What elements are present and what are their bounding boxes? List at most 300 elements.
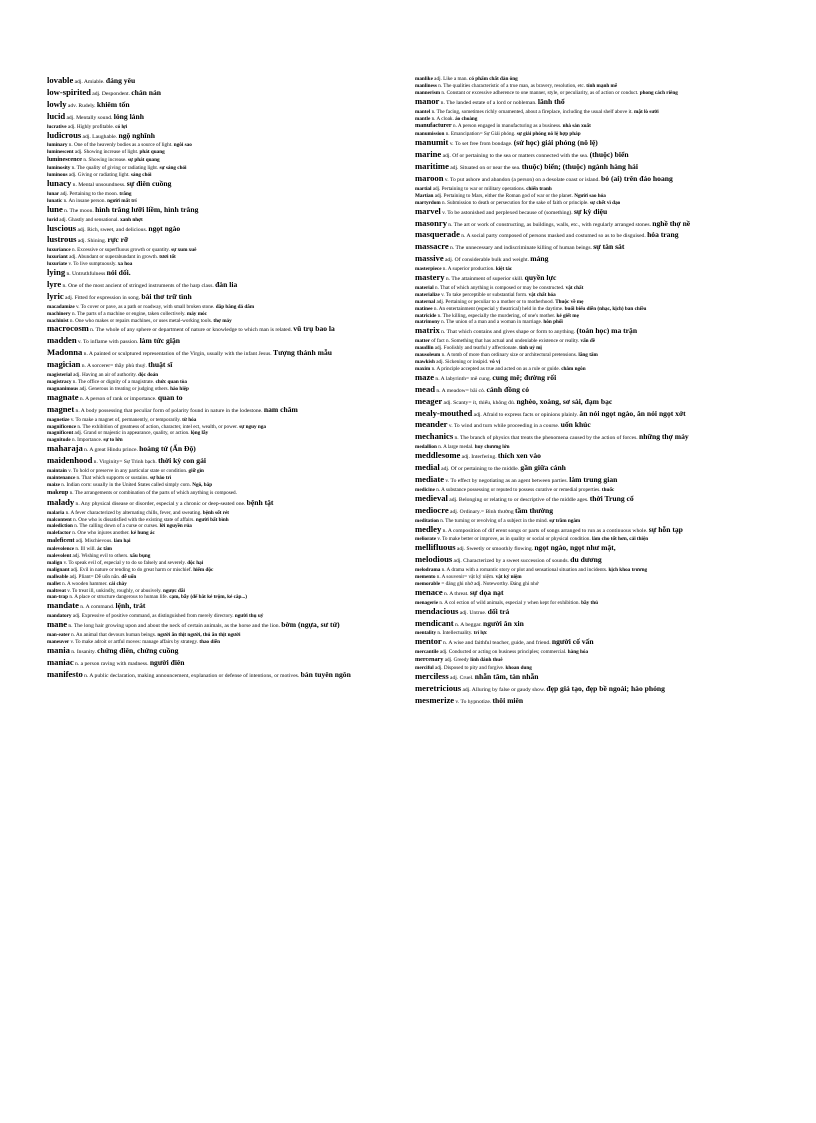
dictionary-entry — [47, 594, 392, 601]
definition: adj. Pertaining or peculiar to a mother or to motherhood. — [436, 298, 554, 305]
headword: Madonna — [47, 347, 83, 358]
headword: magnate — [47, 391, 79, 402]
translation: thuộc) biển; (thuộc) ngành hàng hải — [521, 162, 638, 172]
headword: magistracy — [47, 379, 72, 385]
dictionary-entry — [47, 224, 392, 236]
dictionary-entry — [47, 523, 392, 530]
translation: mặt lò sưởi — [634, 108, 659, 115]
translation: chiến tranh — [526, 185, 552, 192]
dictionary-entry — [415, 83, 785, 90]
definition: n. A composition of dif erent songs or parts of songs arranged to run as a continuous whole. — [442, 527, 648, 534]
dictionary-entry — [415, 299, 785, 306]
translation: Ngô, bắp — [192, 481, 213, 488]
translation: lời nguyền rủa — [159, 523, 192, 530]
headword: low-spirited — [47, 86, 91, 97]
definition: n. A sorcerer= thầy phù thuỷ. — [81, 363, 147, 370]
headword: maritime — [415, 161, 449, 172]
definition: adj. Abundant or superabundant in growth. — [69, 254, 158, 261]
translation: hình trăng lưỡi liềm, hình trăng — [95, 204, 199, 214]
translation: hàng hóa — [567, 649, 589, 656]
dictionary-entry — [47, 205, 392, 217]
translation: sự tàn sát — [593, 242, 625, 252]
translation: thuốc — [601, 486, 615, 493]
headword: memorable — [415, 580, 441, 587]
headword: mawkish — [415, 359, 435, 365]
headword: ludicrous — [47, 129, 82, 140]
translation: vật kỷ niệm — [495, 574, 522, 581]
definition: n. An insane person. — [63, 197, 106, 204]
headword: luxuriate — [47, 261, 68, 268]
definition: n. a person raving with madness. — [75, 660, 149, 667]
definition: adj. Highly profitable. — [67, 123, 114, 130]
dictionary-entry — [47, 360, 392, 372]
headword: manlike — [415, 76, 433, 82]
dictionary-entry — [47, 646, 392, 658]
headword: medicine — [415, 486, 435, 493]
definition: v. To wind and turn while proceeding in a course. — [448, 423, 560, 430]
translation: sự nguy nga — [239, 423, 266, 430]
headword: maintain — [47, 468, 67, 475]
translation: bài thơ trữ tình — [141, 291, 192, 301]
translation: người thụ uỷ — [234, 613, 264, 620]
headword: malignant — [47, 566, 70, 573]
dictionary-entry — [47, 393, 392, 405]
headword: luscious — [47, 222, 77, 233]
dictionary-entry — [47, 468, 392, 475]
dictionary-entry — [415, 385, 785, 397]
headword: meditation — [415, 517, 439, 524]
definition: adj. Grand or majestic in appearance, quality, or action. — [74, 430, 190, 437]
translation: nhẫn tâm, tàn nhẫn — [474, 672, 539, 681]
headword: macadamize — [47, 303, 75, 310]
dictionary-entry — [47, 498, 392, 510]
definition: adj. Mischievous. — [75, 538, 113, 545]
definition: adj. Pliant= Dễ uốn nắn. — [69, 573, 121, 580]
translation: thuật sĩ — [148, 360, 173, 370]
headword: manliness — [415, 82, 437, 89]
headword: masquerade — [415, 229, 460, 240]
dictionary-entry — [47, 88, 392, 100]
headword: malleable — [47, 573, 69, 580]
dictionary-entry — [47, 149, 392, 156]
dictionary-entry — [415, 696, 785, 708]
definition: adj. Disposed to pity and forgive. — [434, 665, 505, 672]
definition: adj. Characterized by a sweet succession of sounds. — [453, 558, 569, 565]
translation: nghèo, xoàng, sơ sài, đạm bạc — [516, 396, 613, 406]
headword: matricide — [415, 312, 437, 319]
definition: adj. Sickening or insipid. — [436, 359, 489, 365]
headword: manumission — [415, 131, 445, 138]
translation: sự dọa nạt — [469, 587, 504, 597]
headword: madden — [47, 335, 77, 346]
headword: lustrous — [47, 234, 77, 245]
headword: mantle — [415, 115, 431, 122]
definition: n. A person of rank or importance. — [79, 395, 157, 402]
dictionary-entry — [47, 76, 392, 88]
translation: làm trung gian — [569, 474, 618, 484]
headword: lurid — [47, 216, 58, 223]
dictionary-entry — [47, 405, 392, 417]
dictionary-entry — [415, 656, 785, 665]
definition: v. To treat ill, unkindly, roughly, or abusively. — [67, 587, 162, 594]
dictionary-entry — [47, 574, 392, 581]
dictionary-entry — [415, 116, 785, 123]
translation: hào hiệp — [170, 385, 189, 392]
dictionary-entry — [415, 637, 785, 649]
definition: adj. Giving or radiating light. — [68, 172, 130, 179]
translation: gần giữa cánh — [520, 463, 566, 473]
dictionary-entry — [415, 567, 785, 574]
dictionary-entry — [47, 437, 392, 444]
translation: thôi miên — [492, 695, 524, 705]
definition: n. The art or work of constructing, as buildings, walls, etc., with regularly arranged stones. — [448, 221, 651, 228]
headword: matrix — [415, 325, 440, 336]
headword: makeup — [47, 488, 69, 496]
headword: mentor — [415, 636, 442, 647]
dictionary-entry — [47, 456, 392, 468]
dictionary-entry — [47, 172, 392, 179]
definition: n. The landed estate of a lord or nobleman. — [440, 99, 537, 106]
translation: lãnh thổ — [537, 96, 565, 106]
dictionary-entry — [47, 567, 392, 574]
definition: n. A cloak. — [431, 115, 454, 122]
definition: n. A labyrinth= mê cung. — [435, 375, 492, 382]
dictionary-entry — [415, 150, 785, 162]
definition: n. The moon. — [64, 207, 94, 214]
definition: v. To hold or preserve in any particular state or condition. — [68, 468, 188, 475]
definition: adj. Ghastly and sensational. — [59, 216, 119, 223]
translation: độc đoán — [138, 372, 159, 379]
definition: adj. Pertaining to war or military operations. — [432, 185, 525, 192]
dictionary-entry — [415, 292, 785, 299]
translation: cung mê; đường rối — [492, 372, 557, 382]
definition: adj. Expressive of positive command, as distinguished from merely directory. — [72, 613, 234, 620]
dictionary-entry — [415, 649, 785, 656]
definition: v. To make a magnet of, permanently, or temporarily. — [70, 416, 181, 423]
definition: adj. Alluring by false or gaudy show. — [462, 686, 546, 693]
definition: adj. Scanty= ít, thiếu, không đủ. — [443, 399, 516, 406]
translation: ác tâm — [97, 546, 112, 553]
headword: mastery — [415, 272, 445, 283]
definition: n. A substance possessing or reputed to possess curative or remedial properties. — [436, 486, 601, 493]
translation: vật chất — [565, 284, 584, 291]
definition: n. Ill will. — [75, 546, 96, 553]
headword: magisterial — [47, 372, 72, 379]
definition: adj. Like a man. — [434, 76, 468, 82]
headword: malefactor — [47, 530, 71, 537]
headword: medallion — [415, 444, 437, 451]
dictionary-entry — [47, 235, 392, 247]
dictionary-entry — [47, 658, 392, 670]
translation: kẻ giết mẹ — [556, 312, 579, 319]
translation: quan to — [157, 392, 183, 402]
definition: n. A superior production. — [442, 266, 495, 273]
translation: cạm, bẫy (để bắt kẻ trộm, kẻ cắp...) — [169, 594, 247, 601]
headword: malcontent — [47, 516, 72, 523]
dictionary-entry — [415, 138, 785, 150]
dictionary-entry — [47, 254, 392, 261]
translation: làm tức giận — [139, 336, 180, 346]
translation: nói dối. — [106, 268, 131, 278]
dictionary-entry — [47, 581, 392, 588]
translation: (toán học) ma trận — [576, 326, 638, 336]
dictionary-entry — [47, 318, 392, 325]
translation: trí lực — [473, 630, 488, 637]
headword: maintenance — [47, 474, 76, 481]
headword: luminary — [47, 142, 68, 149]
definition: n. A tomb of more than ordinary size or architectural pretensions. — [441, 352, 578, 359]
definition: n. Virginity= Sự Trinh bạch. — [93, 459, 157, 466]
definition: n. The union of a man and a woman in marriage. — [441, 319, 543, 326]
definition: n. Untruthfulness — [66, 271, 106, 278]
definition: n. That which supports or sustains. — [76, 474, 149, 481]
translation: những thợ máy — [638, 432, 689, 442]
dictionary-entry — [47, 179, 392, 191]
definition: adj. Of or pertaining to the sea or matters connected with the sea. — [442, 153, 589, 160]
dictionary-entry — [415, 193, 785, 200]
definition: adj. Of considerable bulk and weight. — [444, 257, 529, 264]
definition: n. A wise and faithful teacher, guide, and friend. — [443, 640, 551, 647]
translation: người cố vấn — [551, 637, 594, 647]
dictionary-entry — [47, 124, 392, 131]
translation: rực rỡ — [107, 235, 129, 245]
headword: magnificence — [47, 423, 77, 430]
definition: adj. Generous in treating or judging others. — [79, 385, 169, 392]
definition: n. A command. — [80, 604, 115, 611]
definition: n. The arrangements or combination of the parts of which anything is composed. — [69, 489, 237, 496]
translation: ngọt ngào — [148, 223, 181, 233]
headword: machinery — [47, 310, 71, 317]
definition: n. Mental unsoundness. — [72, 181, 126, 188]
dictionary-entry — [47, 417, 392, 424]
dictionary-entry — [415, 494, 785, 506]
headword: massacre — [415, 241, 449, 252]
dictionary-entry — [415, 432, 785, 444]
definition: n. That which contains and gives shape or form to anything. — [441, 329, 576, 336]
left-column — [47, 76, 392, 682]
definition: v. To hypnotize. — [455, 698, 492, 705]
dictionary-entry — [47, 324, 392, 336]
dictionary-entry — [47, 560, 392, 567]
translation: tình uỷ mị — [519, 345, 542, 352]
dictionary-entry — [415, 487, 785, 494]
definition: v. To inflame with passion. — [77, 339, 139, 346]
translation: chán nản — [131, 87, 162, 97]
definition: n. The killing, especially the murdering, of one's mother. — [437, 312, 556, 319]
definition: n. The calling down of a curse or curses. — [74, 523, 159, 530]
translation: có lợi — [115, 123, 128, 130]
definition: v. To cover or pave, as a path or roadway, with small broken stone. — [75, 303, 215, 310]
translation: sự chết vì đạo — [589, 199, 621, 206]
translation: người ăn xin — [483, 618, 524, 628]
definition: adj. Untrue. — [459, 609, 487, 616]
dictionary-entry — [47, 100, 392, 112]
headword: maize — [47, 481, 60, 488]
definition: n. Submission to death or persecution for the sake of faith or principle. — [441, 199, 589, 206]
headword: macrocosm — [47, 323, 89, 334]
dictionary-entry — [415, 600, 785, 607]
definition: adj. Having an air of authority. — [73, 372, 137, 379]
definition: adj. Situated on or near the sea. — [450, 165, 521, 172]
headword: matinee — [415, 305, 433, 312]
headword: lunacy — [47, 177, 72, 188]
headword: mallet — [47, 580, 61, 587]
dictionary-entry — [47, 198, 392, 205]
headword: malevolence — [47, 546, 75, 553]
headword: mediocre — [415, 504, 449, 515]
definition: n. The branch of physics that treats the phenomena caused by the action of forces. — [454, 435, 638, 442]
headword: magnanimous — [47, 385, 79, 392]
definition: n. A meadow= bãi cỏ. — [436, 387, 486, 394]
dictionary-entry — [415, 665, 785, 672]
definition: n. Indian corn: usually in the United States called simply corn. — [61, 481, 191, 488]
definition: n. An animal that devours human beings. — [71, 632, 157, 639]
dictionary-entry — [47, 372, 392, 379]
headword: mesmerize — [415, 694, 455, 705]
translation: đàn lia — [215, 279, 238, 289]
translation: tính mạnh mẽ — [586, 82, 618, 89]
definition: n. Intellectuality. — [437, 630, 473, 637]
headword: luminous — [47, 172, 68, 179]
dictionary-entry — [415, 581, 785, 588]
translation: dối trá — [487, 606, 510, 616]
headword: luminescence — [47, 156, 83, 164]
headword: lyric — [47, 290, 64, 301]
definition: n. One of the heavenly bodies as a source of light. — [68, 142, 173, 149]
dictionary-entry — [415, 306, 785, 313]
dictionary-entry — [415, 109, 785, 116]
dictionary-entry — [415, 451, 785, 463]
headword: malevolent — [47, 553, 72, 560]
definition: v. To speak evil of, especial y to do so falsely and severely. — [63, 559, 186, 566]
dictionary-entry — [415, 672, 785, 684]
dictionary-entry — [415, 174, 785, 186]
headword: man-eater — [47, 632, 70, 639]
translation: sự to lớn — [103, 437, 123, 444]
translation: khoan dung — [505, 665, 532, 672]
translation: bản tuyên ngôn — [300, 669, 351, 679]
headword: lying — [47, 267, 66, 278]
dictionary-entry — [47, 156, 392, 165]
translation: thời kỳ con gái — [158, 456, 207, 466]
translation: mảng — [530, 254, 549, 264]
definition: n. A wooden hammer. — [62, 580, 108, 587]
headword: mantel — [415, 108, 431, 115]
headword: magnitude — [47, 437, 71, 444]
translation: giữ gìn — [188, 468, 204, 475]
dictionary-entry — [47, 386, 392, 393]
translation: ngộ nghĩnh — [118, 130, 155, 140]
dictionary-entry — [47, 482, 392, 489]
definition: n. One who makes or repairs machines, or uses metal-working tools. — [69, 317, 213, 324]
definition: n. The office or dignity of a magistrate. — [72, 379, 155, 385]
headword: magician — [47, 359, 81, 370]
definition: n. A person engaged in manufacturing as a business. — [452, 123, 562, 130]
definition: adj. Conducted or acting on business principles; commercial. — [439, 649, 567, 656]
definition: adj. Of or pertaining to the middle. — [441, 466, 520, 473]
translation: ngọt ngào, ngọt như mật, — [534, 543, 616, 553]
translation: vũ trụ bao la — [293, 324, 335, 334]
dictionary-entry — [415, 90, 785, 97]
translation: sự kỳ diệu — [573, 206, 608, 216]
definition: v. To set free from bondage. — [449, 141, 513, 148]
dictionary-entry — [415, 219, 785, 231]
definition: adj. Fitted for expression in song. — [65, 294, 141, 301]
definition: adj. Cruel. — [450, 675, 474, 681]
headword: matter — [415, 338, 430, 345]
dictionary-entry — [47, 292, 392, 304]
dictionary-entry — [47, 546, 392, 553]
translation: đẹp giả tạo, đẹp bề ngoài; hào phóng — [546, 683, 665, 693]
headword: lunatic — [47, 197, 63, 204]
headword: magnetize — [47, 416, 70, 423]
dictionary-entry — [415, 230, 785, 242]
definition: adj. Despondent. — [92, 90, 130, 97]
definition: adj. Greedy — [444, 657, 469, 664]
headword: mania — [47, 644, 70, 655]
translation: chức quan tòa — [155, 379, 187, 385]
translation: xanh nhợt — [120, 216, 143, 223]
definition: n. A place or structure dangerous to human life. — [69, 594, 168, 601]
headword: mausoleum — [415, 352, 441, 359]
headword: lucrative — [47, 123, 67, 130]
headword: mandatory — [47, 613, 72, 620]
dictionary-entry — [415, 630, 785, 637]
headword: massive — [415, 253, 444, 264]
dictionary-entry — [415, 506, 785, 518]
headword: magnificent — [47, 430, 74, 437]
dictionary-entry — [415, 359, 785, 366]
definition: n. A public declaration, making announcement, explanation or defense of intentions, or motives. — [84, 672, 300, 679]
definition: adj. Foolishly and tearful y affectionate. — [434, 345, 518, 352]
headword: luxuriant — [47, 254, 68, 261]
translation: hiểm độc — [193, 566, 214, 573]
definition: n. A threat. — [443, 590, 469, 597]
headword: matrimony — [415, 319, 440, 326]
translation: hoàng tử (Ấn Độ) — [139, 444, 196, 454]
headword: mentality — [415, 630, 437, 637]
definition: n. Constant or excessive adherence to one manner, style, or peculiarity, as of action or conduct. — [441, 89, 639, 96]
dictionary-entry — [47, 639, 392, 646]
headword: machinist — [47, 317, 69, 324]
definition: adj. Laughable. — [82, 133, 118, 140]
dictionary-entry — [415, 242, 785, 254]
translation: làm cho tốt hơn, cải thiện — [591, 536, 649, 543]
translation: sự hỗn tạp — [648, 524, 683, 534]
translation: xấu bụng — [129, 553, 151, 560]
translation: lính đánh thuê — [470, 657, 503, 664]
headword: Martian — [415, 192, 434, 199]
translation: nghề thợ nề — [652, 218, 691, 228]
headword: maneuver — [47, 639, 70, 645]
translation: vật chất hóa — [528, 291, 556, 298]
translation: du dương — [570, 555, 602, 565]
headword: maharaja — [47, 443, 83, 454]
dictionary-entry — [415, 619, 785, 631]
definition: adj. Amiable. — [74, 79, 105, 85]
headword: materialize — [415, 291, 440, 298]
translation: lóng lánh — [113, 111, 144, 121]
headword: melodrama — [415, 567, 441, 574]
translation: bờm (ngựa, sư tử) — [281, 620, 340, 630]
dictionary-entry — [415, 373, 785, 385]
dictionary-entry — [47, 537, 392, 546]
headword: malediction — [47, 523, 73, 530]
dictionary-entry — [47, 475, 392, 482]
dictionary-entry — [47, 510, 392, 517]
headword: medley — [415, 523, 442, 534]
definition: adj. Belonging or relating to or descriptive of the middle ages. — [449, 496, 589, 503]
